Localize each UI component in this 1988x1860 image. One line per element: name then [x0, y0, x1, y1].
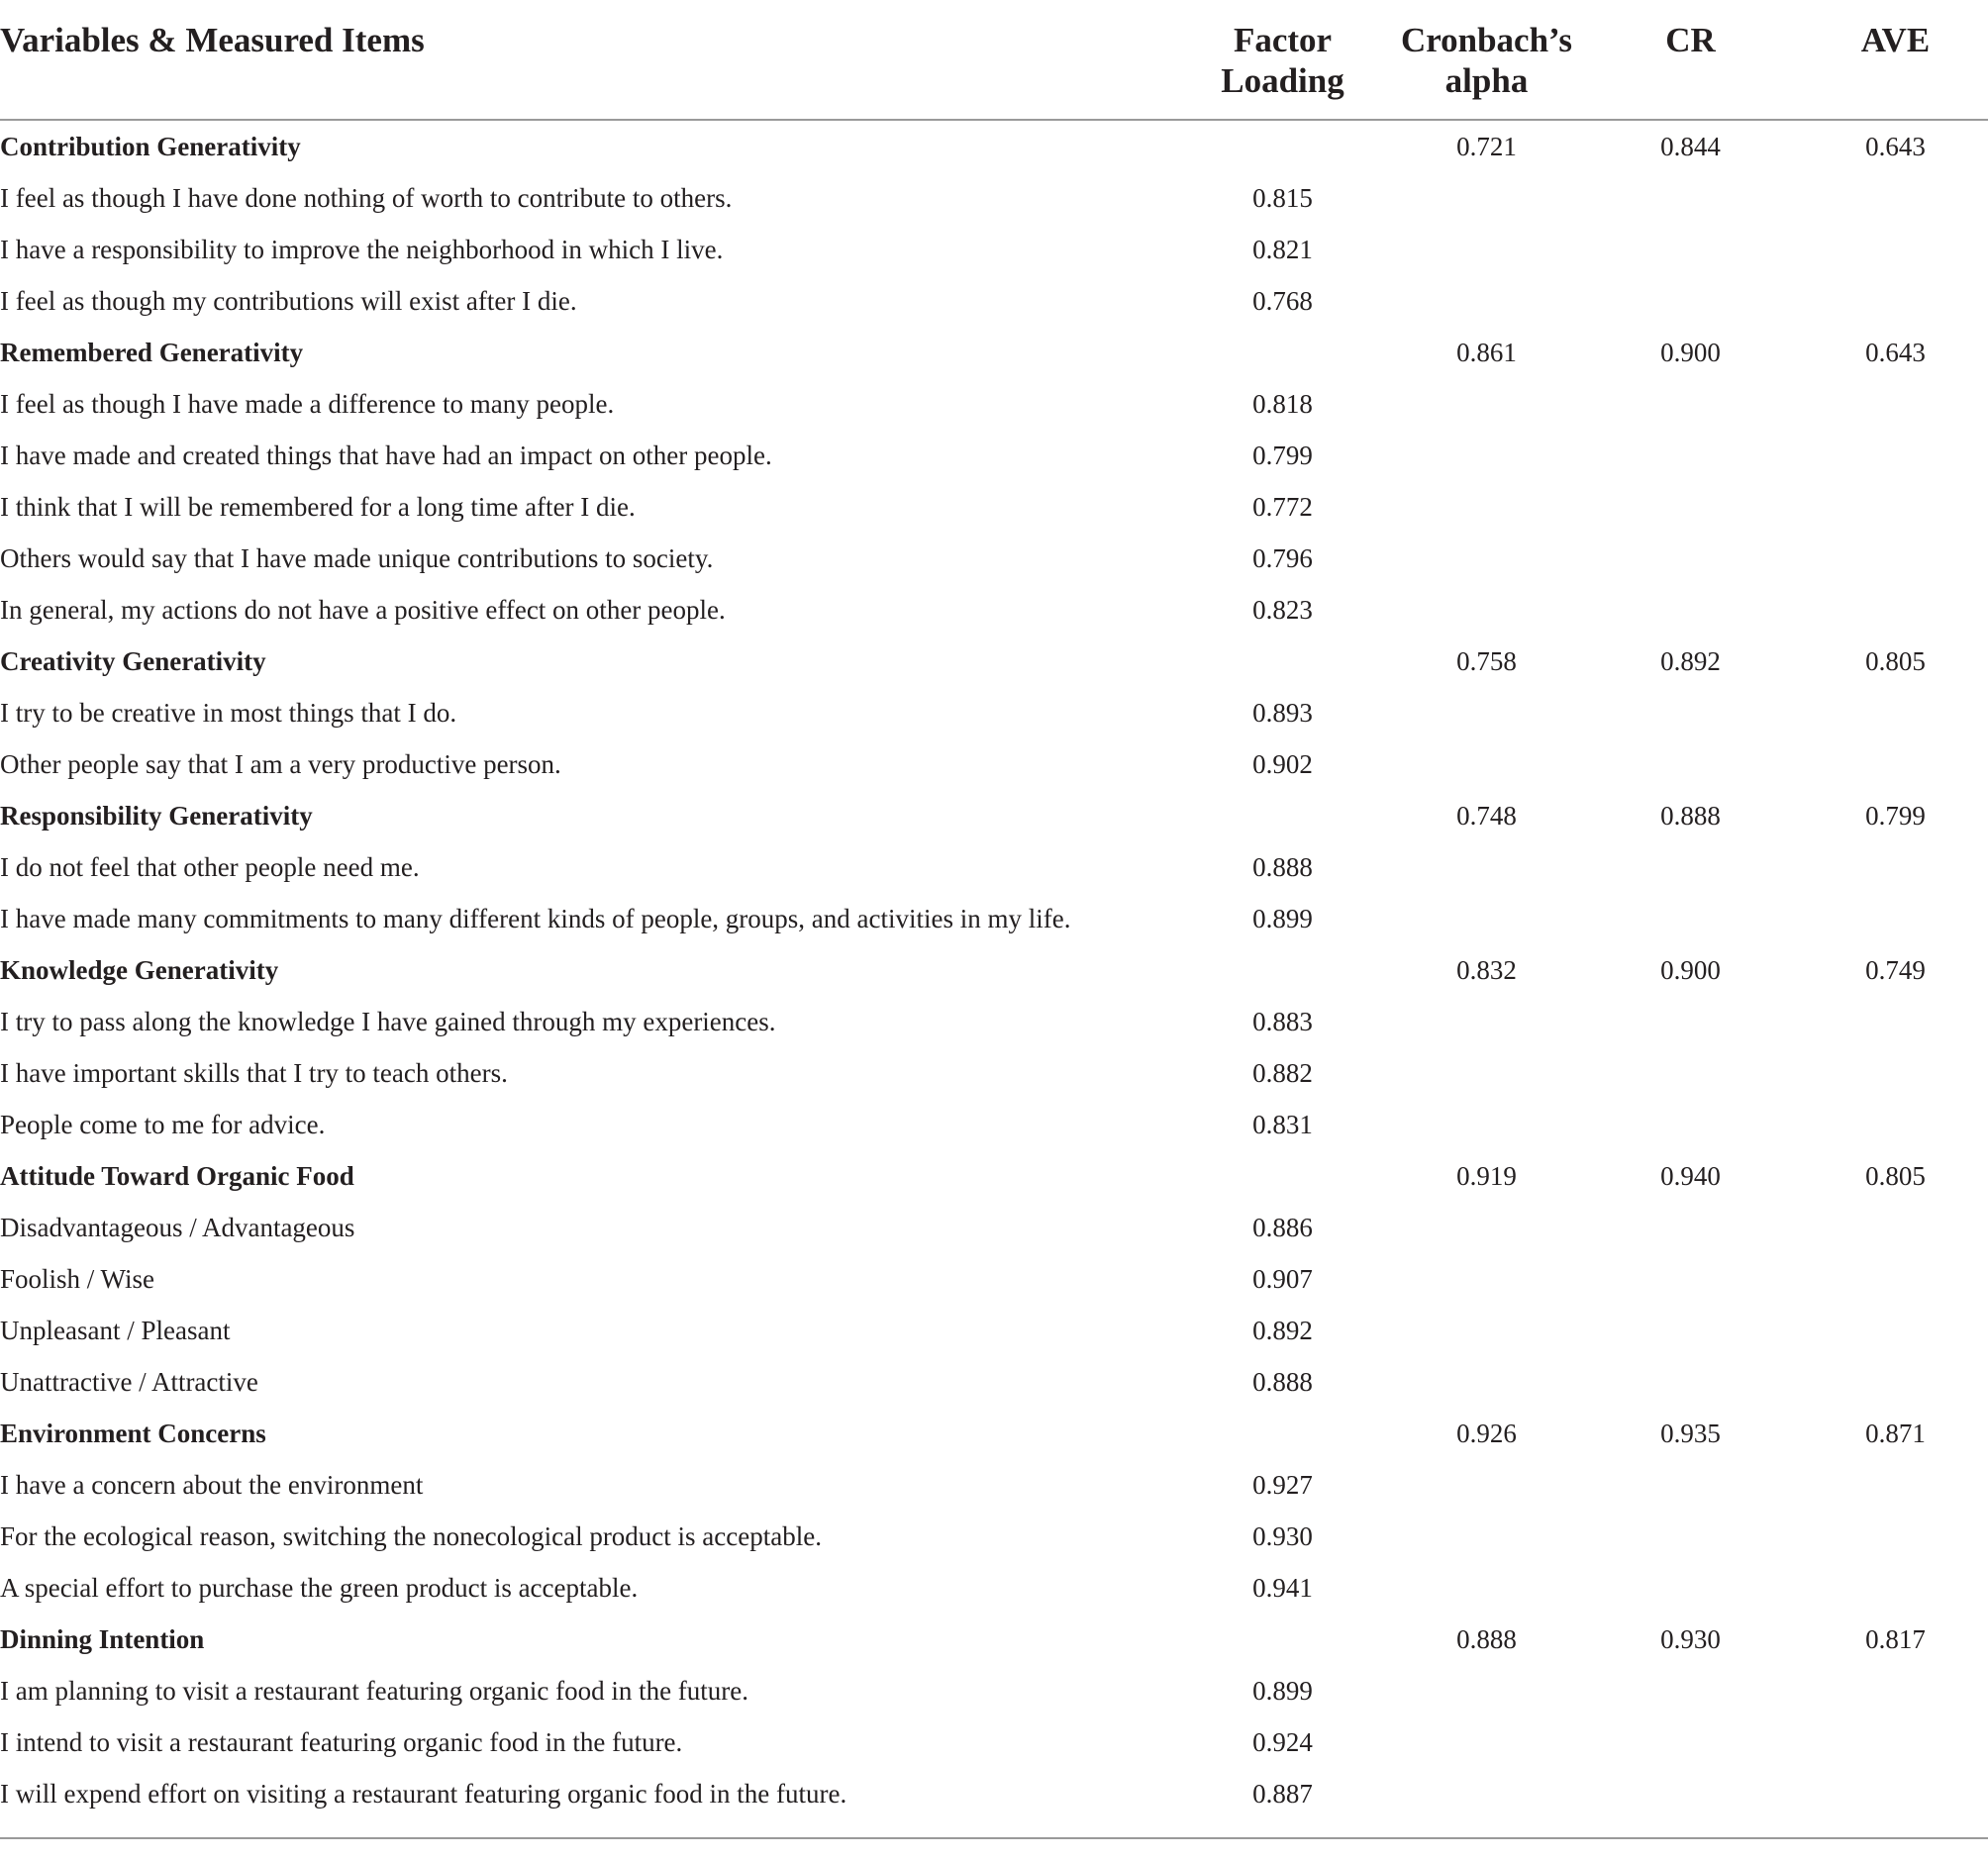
- cr-cell-empty: [1578, 584, 1803, 636]
- measured-item-row: [0, 1768, 1988, 1819]
- ave-cell-empty: [1803, 1562, 1988, 1614]
- header-ave: AVE: [1803, 0, 1988, 120]
- measured-item-row: [0, 1716, 1988, 1768]
- ave-value: 0.799: [1865, 801, 1926, 831]
- measured-item-row: [0, 1562, 1988, 1614]
- cronbach-alpha-cell-empty: [1395, 1459, 1578, 1511]
- cronbach-alpha-cell-empty: [1395, 1356, 1578, 1408]
- factor-loading-cell-empty: [1170, 1150, 1395, 1202]
- variable-name: Contribution Generativity: [0, 132, 301, 161]
- cronbach-alpha-cell-empty: [1395, 533, 1578, 584]
- factor-loading-value: 0.887: [1252, 1779, 1313, 1809]
- header-factor-loading-line-2: Loading: [1221, 61, 1344, 100]
- cronbach-alpha-value: 0.888: [1456, 1624, 1517, 1654]
- ave-cell-empty: [1803, 1202, 1988, 1253]
- cr-cell-empty: [1578, 1511, 1803, 1562]
- variable-name: Responsibility Generativity: [0, 801, 313, 831]
- cronbach-alpha-cell-empty: [1395, 1047, 1578, 1099]
- measured-item-text: I have important skills that I try to teach others.: [0, 1058, 508, 1088]
- factor-loading-cell-empty: [1170, 944, 1395, 996]
- cronbach-alpha-value: 0.832: [1456, 955, 1517, 985]
- factor-loading-value: 0.883: [1252, 1007, 1313, 1036]
- factor-loading-cell-empty: [1170, 790, 1395, 841]
- table-header: [0, 0, 1988, 120]
- cr-value: 0.935: [1660, 1419, 1721, 1448]
- cr-cell-empty: [1578, 378, 1803, 430]
- header-cronbach-alpha: [1395, 0, 1578, 120]
- factor-loading-value: 0.821: [1252, 235, 1313, 264]
- cronbach-alpha-cell-empty: [1395, 738, 1578, 790]
- cronbach-alpha-cell-empty: [1395, 172, 1578, 224]
- cronbach-alpha-cell-empty: [1395, 584, 1578, 636]
- variable-row: [0, 1150, 1988, 1202]
- cr-cell-empty: [1578, 1768, 1803, 1819]
- measured-item-text: I do not feel that other people need me.: [0, 852, 420, 882]
- measured-item-text: I try to pass along the knowledge I have gained through my experiences.: [0, 1007, 776, 1036]
- table-body: [0, 120, 1988, 1819]
- ave-cell-empty: [1803, 1253, 1988, 1305]
- measured-item-text: I have a concern about the environment: [0, 1470, 424, 1500]
- factor-loading-value: 0.941: [1252, 1573, 1313, 1603]
- ave-cell-empty: [1803, 1305, 1988, 1356]
- variable-row: [0, 120, 1988, 172]
- measured-item-text: I have a responsibility to improve the neighborhood in which I live.: [0, 235, 724, 264]
- ave-cell-empty: [1803, 1768, 1988, 1819]
- measured-item-row: [0, 738, 1988, 790]
- variable-row: [0, 790, 1988, 841]
- variable-row: [0, 327, 1988, 378]
- measured-item-text: I will expend effort on visiting a restaurant featuring organic food in the future.: [0, 1779, 847, 1809]
- variable-row: [0, 1614, 1988, 1665]
- variable-name: Knowledge Generativity: [0, 955, 279, 985]
- cronbach-alpha-cell-empty: [1395, 224, 1578, 275]
- factor-loading-value: 0.899: [1252, 904, 1313, 933]
- factor-loading-value: 0.823: [1252, 595, 1313, 625]
- cr-cell-empty: [1578, 738, 1803, 790]
- cronbach-alpha-cell-empty: [1395, 1716, 1578, 1768]
- measured-item-text: I feel as though my contributions will exist after I die.: [0, 286, 577, 316]
- cronbach-alpha-cell-empty: [1395, 378, 1578, 430]
- ave-value: 0.817: [1865, 1624, 1926, 1654]
- header-cronbach-alpha-line-1: Cronbach’s: [1400, 21, 1573, 59]
- measured-item-row: [0, 893, 1988, 944]
- cr-cell-empty: [1578, 533, 1803, 584]
- measured-item-row: [0, 224, 1988, 275]
- measured-item-row: [0, 1047, 1988, 1099]
- ave-cell-empty: [1803, 275, 1988, 327]
- cronbach-alpha-cell-empty: [1395, 1768, 1578, 1819]
- cr-cell-empty: [1578, 1665, 1803, 1716]
- cr-cell-empty: [1578, 224, 1803, 275]
- measured-item-row: [0, 1305, 1988, 1356]
- factor-loading-value: 0.927: [1252, 1470, 1313, 1500]
- variable-name: Environment Concerns: [0, 1419, 266, 1448]
- cr-cell-empty: [1578, 687, 1803, 738]
- measured-item-row: [0, 533, 1988, 584]
- measured-item-row: [0, 378, 1988, 430]
- table-bottom-rule: [0, 1837, 1988, 1839]
- factor-loading-cell-empty: [1170, 327, 1395, 378]
- factor-loading-value: 0.907: [1252, 1264, 1313, 1294]
- ave-cell-empty: [1803, 893, 1988, 944]
- cronbach-alpha-value: 0.721: [1456, 132, 1517, 161]
- measured-item-text: I intend to visit a restaurant featuring organic food in the future.: [0, 1727, 683, 1757]
- cr-cell-empty: [1578, 1356, 1803, 1408]
- measured-item-text: I am planning to visit a restaurant featuring organic food in the future.: [0, 1676, 749, 1706]
- measured-item-text: I try to be creative in most things that I do.: [0, 698, 457, 728]
- measured-item-text: I have made many commitments to many different kinds of people, groups, and activities in my life.: [0, 904, 1071, 933]
- measured-item-text: I have made and created things that have had an impact on other people.: [0, 441, 772, 470]
- measured-item-row: [0, 275, 1988, 327]
- cronbach-alpha-value: 0.748: [1456, 801, 1517, 831]
- measured-item-text: People come to me for advice.: [0, 1110, 326, 1139]
- factor-loading-value: 0.902: [1252, 749, 1313, 779]
- cronbach-alpha-cell-empty: [1395, 893, 1578, 944]
- cronbach-alpha-cell-empty: [1395, 1305, 1578, 1356]
- header-row: [0, 0, 1988, 120]
- cr-cell-empty: [1578, 1047, 1803, 1099]
- factor-loading-cell-empty: [1170, 1408, 1395, 1459]
- factor-loading-value: 0.882: [1252, 1058, 1313, 1088]
- ave-cell-empty: [1803, 533, 1988, 584]
- cronbach-alpha-cell-empty: [1395, 275, 1578, 327]
- measured-item-row: [0, 841, 1988, 893]
- cronbach-alpha-cell-empty: [1395, 1562, 1578, 1614]
- measured-item-row: [0, 481, 1988, 533]
- cronbach-alpha-value: 0.758: [1456, 646, 1517, 676]
- header-factor-loading-line-1: Factor: [1233, 21, 1333, 59]
- measured-item-row: [0, 1099, 1988, 1150]
- measured-item-text: A special effort to purchase the green product is acceptable.: [0, 1573, 639, 1603]
- ave-value: 0.871: [1865, 1419, 1926, 1448]
- measured-item-text: For the ecological reason, switching the nonecological product is acceptable.: [0, 1521, 822, 1551]
- cr-cell-empty: [1578, 996, 1803, 1047]
- cr-cell-empty: [1578, 1099, 1803, 1150]
- header-cr: CR: [1578, 0, 1803, 120]
- ave-cell-empty: [1803, 224, 1988, 275]
- factor-loading-value: 0.930: [1252, 1521, 1313, 1551]
- factor-loading-cell-empty: [1170, 120, 1395, 172]
- cronbach-alpha-value: 0.926: [1456, 1419, 1517, 1448]
- cr-cell-empty: [1578, 430, 1803, 481]
- ave-cell-empty: [1803, 1356, 1988, 1408]
- cronbach-alpha-value: 0.919: [1456, 1161, 1517, 1191]
- cronbach-alpha-cell-empty: [1395, 1202, 1578, 1253]
- measured-item-row: [0, 1356, 1988, 1408]
- factor-loading-value: 0.815: [1252, 183, 1313, 213]
- variable-name: Creativity Generativity: [0, 646, 266, 676]
- cr-value: 0.888: [1660, 801, 1721, 831]
- cr-cell-empty: [1578, 893, 1803, 944]
- factor-loading-cell-empty: [1170, 1614, 1395, 1665]
- factor-loading-value: 0.768: [1252, 286, 1313, 316]
- ave-cell-empty: [1803, 1099, 1988, 1150]
- measured-item-row: [0, 996, 1988, 1047]
- cr-cell-empty: [1578, 1716, 1803, 1768]
- ave-cell-empty: [1803, 1511, 1988, 1562]
- measured-item-text: In general, my actions do not have a positive effect on other people.: [0, 595, 726, 625]
- ave-value: 0.749: [1865, 955, 1926, 985]
- measured-item-row: [0, 1511, 1988, 1562]
- factor-loading-value: 0.888: [1252, 1367, 1313, 1397]
- cronbach-alpha-value: 0.861: [1456, 338, 1517, 367]
- variable-name: Attitude Toward Organic Food: [0, 1161, 354, 1191]
- cronbach-alpha-cell-empty: [1395, 687, 1578, 738]
- measured-item-row: [0, 1202, 1988, 1253]
- cr-value: 0.892: [1660, 646, 1721, 676]
- cr-cell-empty: [1578, 1562, 1803, 1614]
- factor-loading-value: 0.892: [1252, 1316, 1313, 1345]
- cr-cell-empty: [1578, 1459, 1803, 1511]
- ave-cell-empty: [1803, 738, 1988, 790]
- measured-item-text: I think that I will be remembered for a long time after I die.: [0, 492, 636, 522]
- variable-row: [0, 944, 1988, 996]
- measured-item-row: [0, 430, 1988, 481]
- ave-cell-empty: [1803, 172, 1988, 224]
- cr-cell-empty: [1578, 841, 1803, 893]
- cr-cell-empty: [1578, 275, 1803, 327]
- cr-value: 0.900: [1660, 338, 1721, 367]
- ave-value: 0.805: [1865, 646, 1926, 676]
- ave-cell-empty: [1803, 1047, 1988, 1099]
- measured-item-text: Foolish / Wise: [0, 1264, 154, 1294]
- variable-row: [0, 1408, 1988, 1459]
- factor-loading-value: 0.772: [1252, 492, 1313, 522]
- ave-value: 0.643: [1865, 338, 1926, 367]
- ave-cell-empty: [1803, 430, 1988, 481]
- measured-item-text: Disadvantageous / Advantageous: [0, 1213, 355, 1242]
- factor-loading-value: 0.831: [1252, 1110, 1313, 1139]
- variable-name: Dinning Intention: [0, 1624, 205, 1654]
- cr-cell-empty: [1578, 172, 1803, 224]
- ave-cell-empty: [1803, 1716, 1988, 1768]
- measured-item-row: [0, 172, 1988, 224]
- factor-loading-value: 0.888: [1252, 852, 1313, 882]
- cr-value: 0.930: [1660, 1624, 1721, 1654]
- measured-item-row: [0, 687, 1988, 738]
- factor-loading-value: 0.818: [1252, 389, 1313, 419]
- ave-cell-empty: [1803, 996, 1988, 1047]
- cr-value: 0.900: [1660, 955, 1721, 985]
- header-factor-loading: [1170, 0, 1395, 120]
- measured-item-row: [0, 1459, 1988, 1511]
- ave-value: 0.805: [1865, 1161, 1926, 1191]
- measured-item-row: [0, 1665, 1988, 1716]
- measured-item-text: I feel as though I have made a difference to many people.: [0, 389, 615, 419]
- ave-cell-empty: [1803, 1665, 1988, 1716]
- ave-value: 0.643: [1865, 132, 1926, 161]
- cronbach-alpha-cell-empty: [1395, 841, 1578, 893]
- ave-cell-empty: [1803, 687, 1988, 738]
- factor-loading-value: 0.799: [1252, 441, 1313, 470]
- factor-loading-value: 0.886: [1252, 1213, 1313, 1242]
- variable-name: Remembered Generativity: [0, 338, 304, 367]
- cronbach-alpha-cell-empty: [1395, 430, 1578, 481]
- factor-loading-value: 0.924: [1252, 1727, 1313, 1757]
- ave-cell-empty: [1803, 481, 1988, 533]
- factor-loading-value: 0.893: [1252, 698, 1313, 728]
- factor-loading-cell-empty: [1170, 636, 1395, 687]
- measured-item-text: Unattractive / Attractive: [0, 1367, 258, 1397]
- cr-cell-empty: [1578, 1305, 1803, 1356]
- variable-row: [0, 636, 1988, 687]
- cr-value: 0.844: [1660, 132, 1721, 161]
- ave-cell-empty: [1803, 584, 1988, 636]
- measured-item-row: [0, 584, 1988, 636]
- cronbach-alpha-cell-empty: [1395, 996, 1578, 1047]
- measured-item-text: Other people say that I am a very productive person.: [0, 749, 561, 779]
- measured-item-row: [0, 1253, 1988, 1305]
- cronbach-alpha-cell-empty: [1395, 1253, 1578, 1305]
- ave-cell-empty: [1803, 378, 1988, 430]
- cr-cell-empty: [1578, 481, 1803, 533]
- measured-item-text: Others would say that I have made unique contributions to society.: [0, 543, 714, 573]
- factor-loading-value: 0.796: [1252, 543, 1313, 573]
- cronbach-alpha-cell-empty: [1395, 1665, 1578, 1716]
- cronbach-alpha-cell-empty: [1395, 1511, 1578, 1562]
- cronbach-alpha-cell-empty: [1395, 1099, 1578, 1150]
- ave-cell-empty: [1803, 1459, 1988, 1511]
- measured-item-text: Unpleasant / Pleasant: [0, 1316, 231, 1345]
- cr-cell-empty: [1578, 1253, 1803, 1305]
- factor-loading-value: 0.899: [1252, 1676, 1313, 1706]
- ave-cell-empty: [1803, 841, 1988, 893]
- header-variables-items: Variables & Measured Items: [0, 0, 1170, 120]
- cr-value: 0.940: [1660, 1161, 1721, 1191]
- header-cronbach-alpha-line-2: alpha: [1444, 61, 1529, 100]
- cronbach-alpha-cell-empty: [1395, 481, 1578, 533]
- measured-item-text: I feel as though I have done nothing of worth to contribute to others.: [0, 183, 733, 213]
- cr-cell-empty: [1578, 1202, 1803, 1253]
